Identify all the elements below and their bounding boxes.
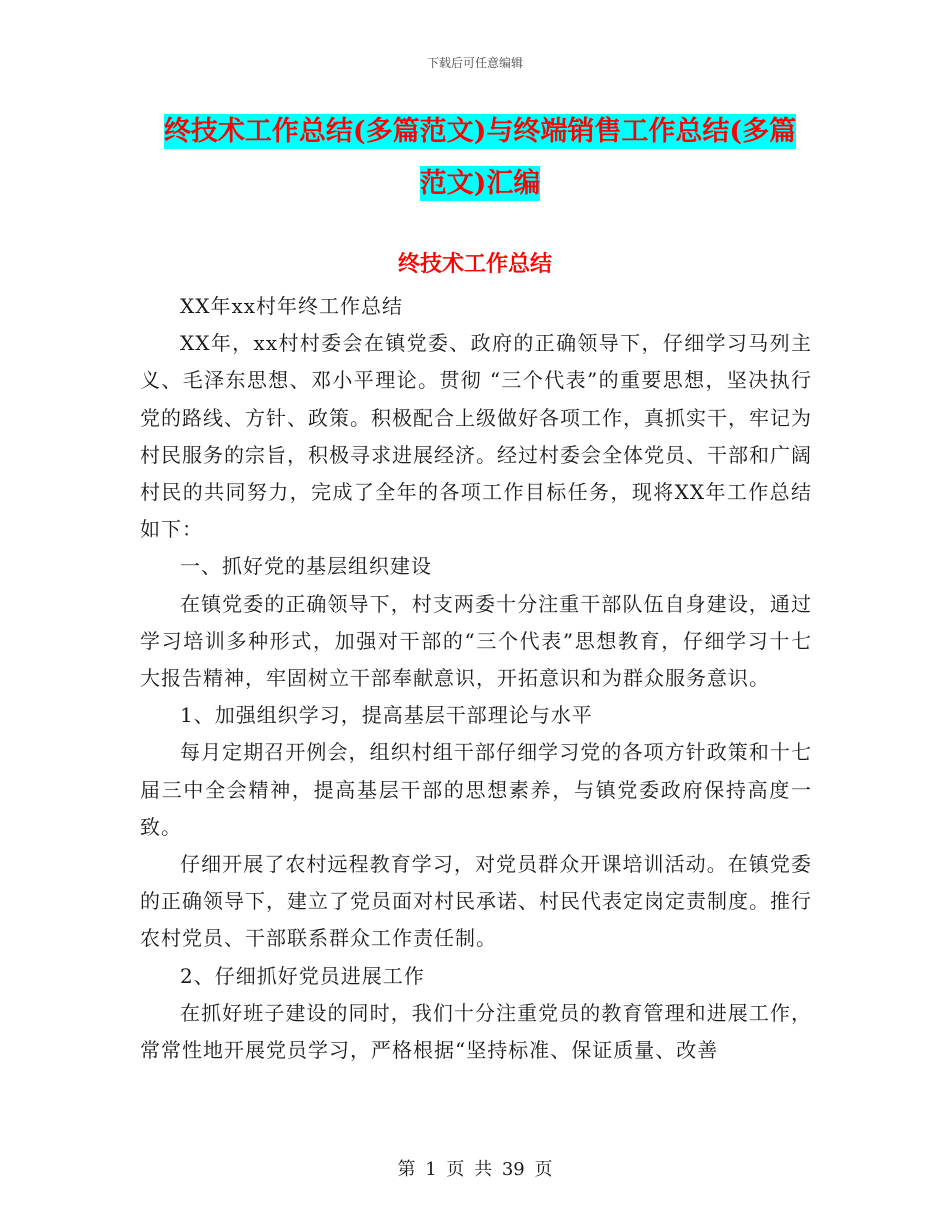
paragraph: 在抓好班子建设的同时，我们十分注重党员的教育管理和进展工作，常常性地开展党员学习，严格根据“坚持标准、保证质量、改善 <box>140 1000 812 1063</box>
page-number-footer: 第 1 页 共 39 页 <box>397 1159 553 1180</box>
paragraph: 仔细开展了农村远程教育学习，对党员群众开课培训活动。在镇党委的正确领导下，建立了党员面对村民承诺、村民代表定岗定责制度。推行农村党员、干部联系群众工作责任制。 <box>140 852 812 951</box>
paragraph: 1、加强组织学习，提高基层干部理论与水平 <box>180 703 593 728</box>
body-text <box>140 288 812 1069</box>
paragraph: XX年，xx村村委会在镇党委、政府的正确领导下，仔细学习马列主义、毛泽东思想、邓小平理论。贯彻 “三个代表”的重要思想，坚决执行党的路线、方针、政策。积极配合上级做好各项工作，真抓实干，牢记为村民服务的宗旨，积极寻求进展经济。经过村委会全体党员、干部和广阔村民的共同努力，完成了全年的各项工作目标任务，现将XX年工作总结如下： <box>140 331 812 542</box>
section-title: 终技术工作总结 <box>397 251 552 277</box>
paragraph: 2、仔细抓好党员进展工作 <box>180 963 425 988</box>
document-title-line-1: 终技术工作总结(多篇范文)与终端销售工作总结(多篇 <box>163 116 797 147</box>
document-title <box>140 106 820 210</box>
paragraph: 在镇党委的正确领导下，村支两委十分注重干部队伍自身建设，通过学习培训多种形式，加强对干部的“三个代表”思想教育，仔细学习十七大报告精神，牢固树立干部奉献意识，开拓意识和为群众服务意识。 <box>140 591 812 691</box>
paragraph: 一、抓好党的基层组织建设 <box>180 554 432 579</box>
document-title-line-2: 范文)汇编 <box>419 168 541 199</box>
paragraph: XX年xx村年终工作总结 <box>180 294 404 318</box>
header-note: 下载后可任意编辑 <box>426 56 523 70</box>
paragraph: 每月定期召开例会，组织村组干部仔细学习党的各项方针政策和十七届三中全会精神，提高基层干部的思想素养，与镇党委政府保持高度一致。 <box>140 740 812 839</box>
